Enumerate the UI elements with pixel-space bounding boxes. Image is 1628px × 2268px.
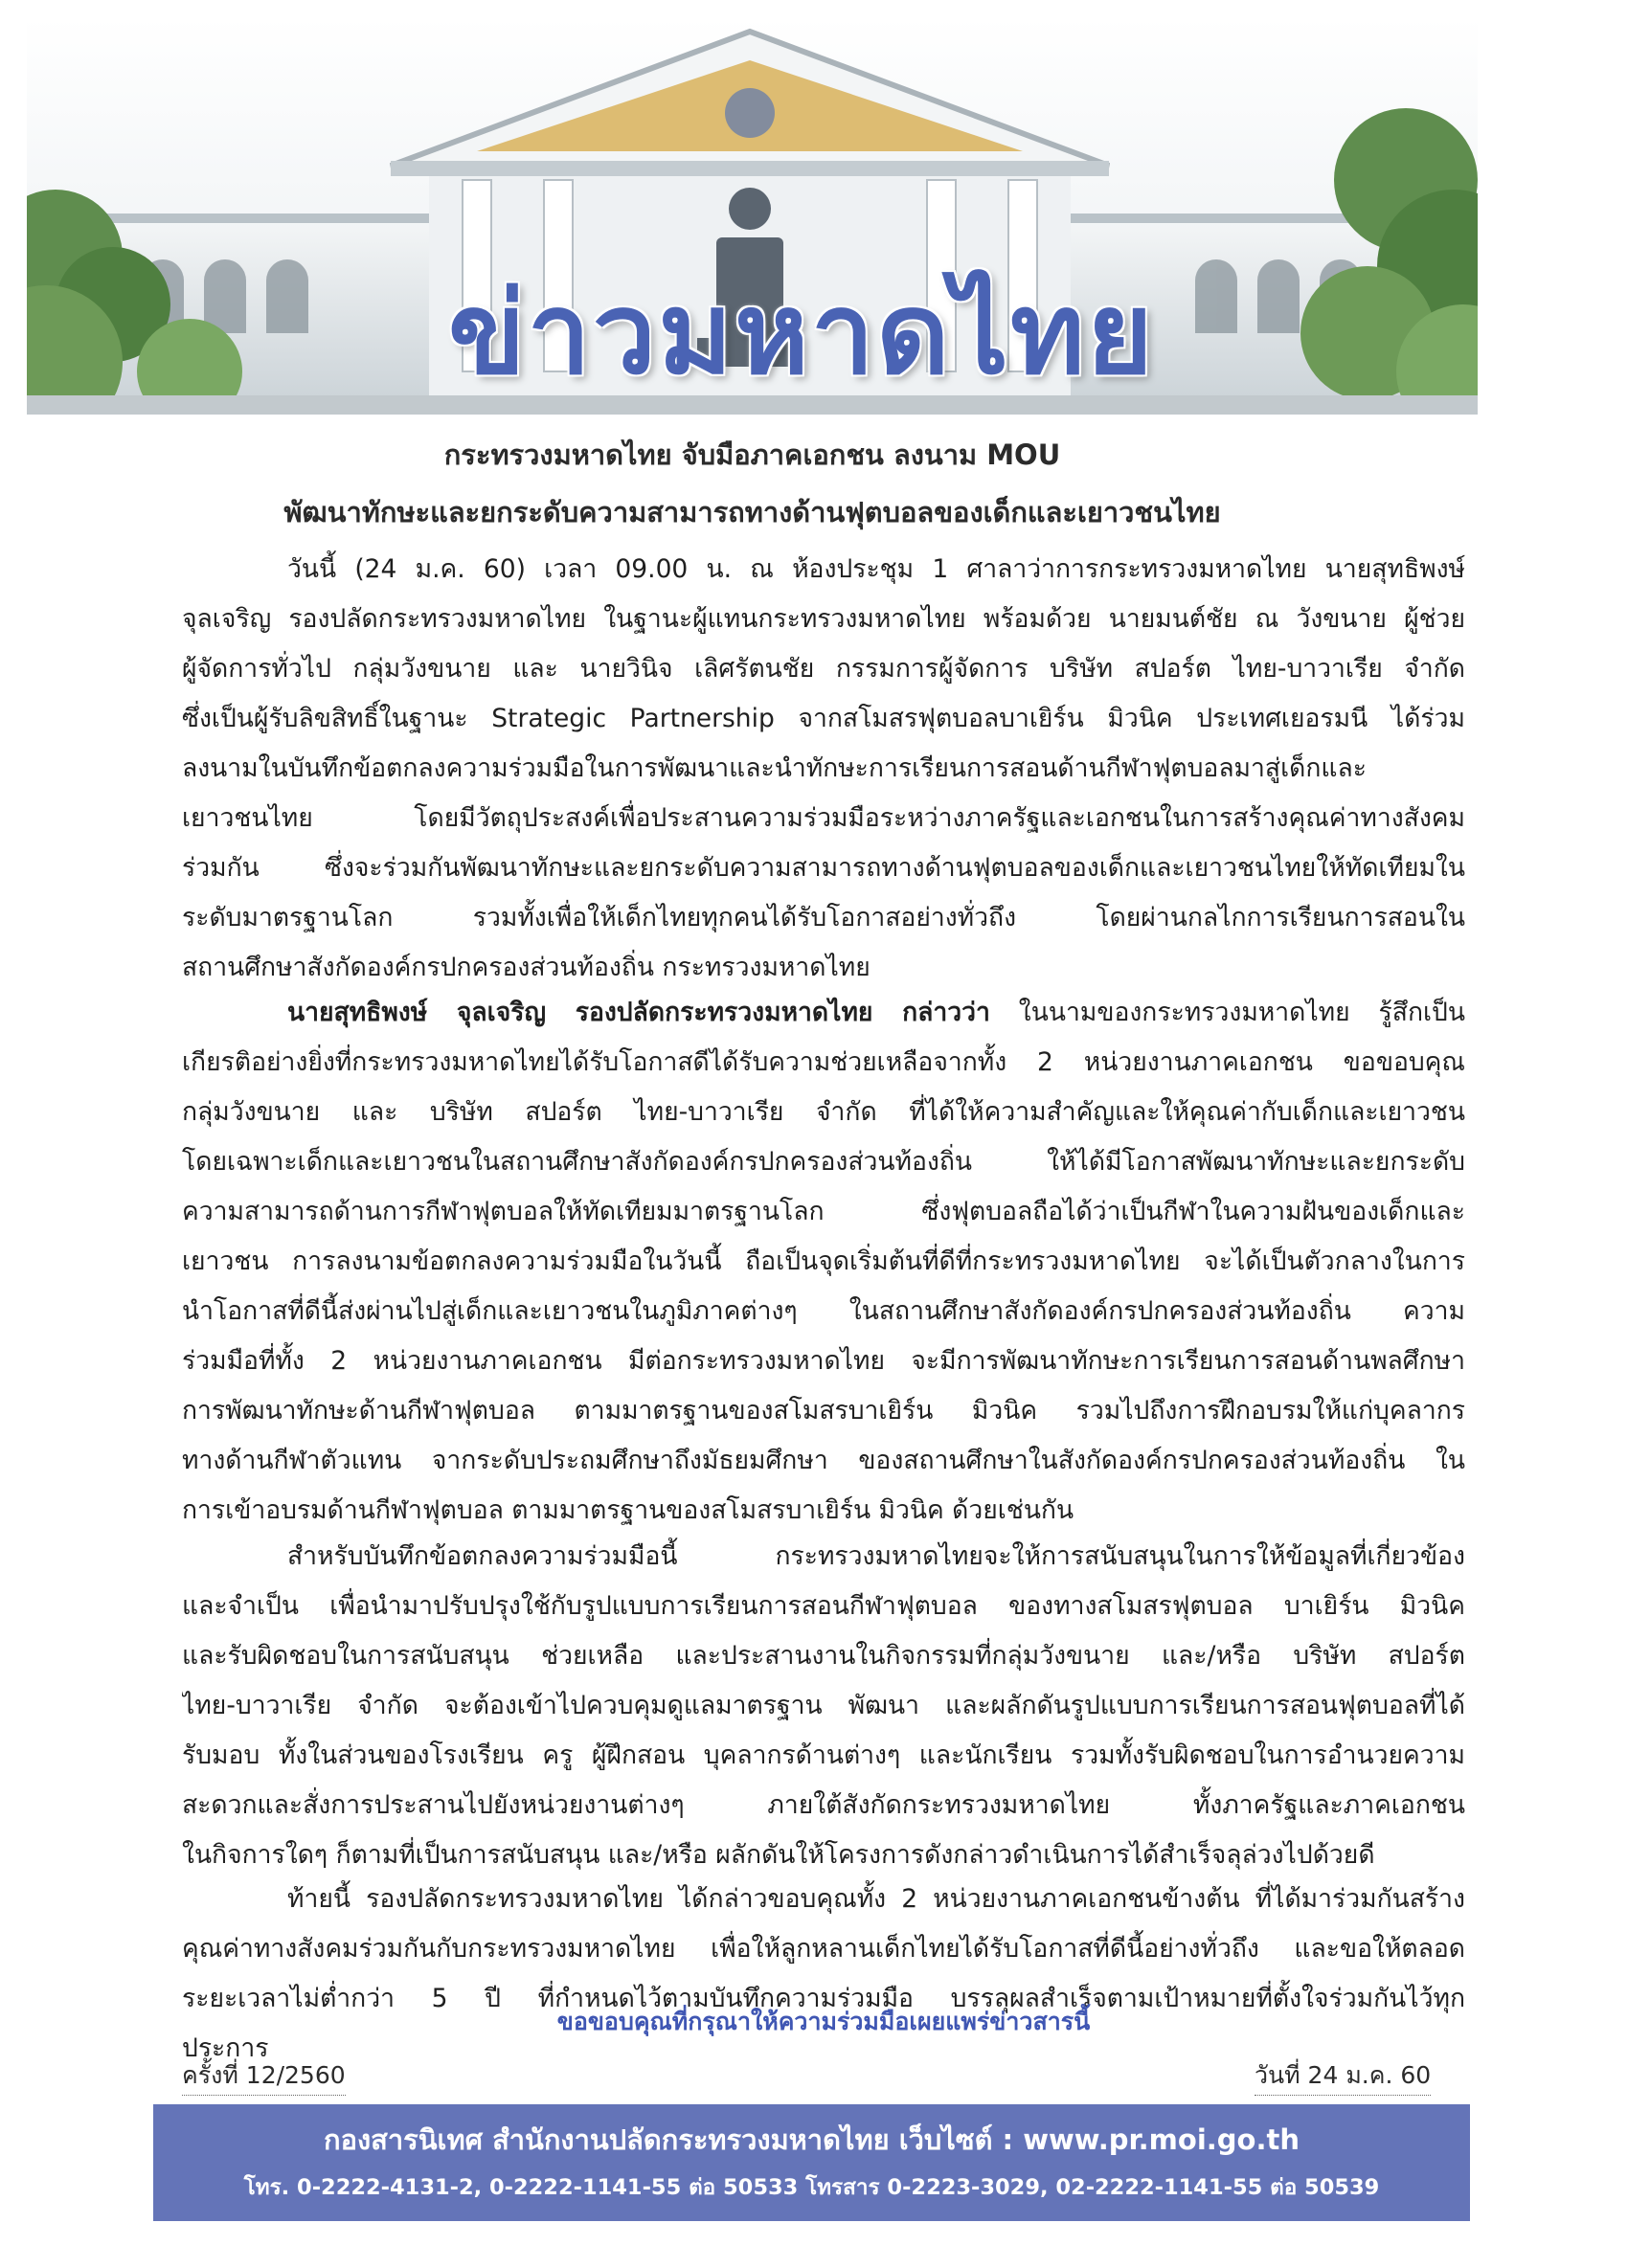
- text-line: ความสามารถด้านการกีฬาฟุตบอลให้ทัดเทียมมาตรฐานโลก ซึ่งฟุตบอลถือได้ว่าเป็นกีฬาในความฝันของเด็กและ: [182, 1197, 1465, 1226]
- text-line: [182, 988, 1465, 1038]
- thanks-note: ขอขอบคุณที่กรุณาให้ความร่วมมือเผยแพร่ข่าวสารนี้: [556, 2008, 1091, 2035]
- text-line: ในกิจการใดๆ ก็ตามที่เป็นการสนับสนุน และ/หรือ ผลักดันให้โครงการดังกล่าวดำเนินการได้สำเร็จลุล่วงไปด้วยดี: [182, 1840, 1375, 1870]
- issue-date: วันที่ 24 ม.ค. 60: [1255, 2056, 1431, 2096]
- issue-number: ครั้งที่ 12/2560: [182, 2056, 346, 2096]
- headline-line-2: พัฒนาทักษะและยกระดับความสามารถทางด้านฟุตบอลของเด็กและเยาวชนไทย: [283, 496, 1221, 528]
- text-line: เกียรติอย่างยิ่งที่กระทรวงมหาดไทยได้รับโอกาสดีได้รับความช่วยเหลือจากทั้ง 2 หน่วยงานภาคเอกชน ขอขอบคุณ: [182, 1047, 1465, 1077]
- text-line: สำหรับบันทึกข้อตกลงความร่วมมือนี้ กระทรวงมหาดไทยจะให้การสนับสนุนในการให้ข้อมูลที่เกี่ยวข้อง: [287, 1541, 1465, 1571]
- speaker-lead-rest: ในนามของกระทรวงมหาดไทย รู้สึกเป็น: [989, 998, 1465, 1027]
- speaker-lead: นายสุทธิพงษ์ จุลเจริญ รองปลัดกระทรวงมหาดไทย กล่าวว่า: [287, 998, 990, 1027]
- headline-line-1: กระทรวงมหาดไทย จับมือภาคเอกชน ลงนาม MOU: [443, 438, 1061, 471]
- text-line: การพัฒนาทักษะด้านกีฬาฟุตบอล ตามมาตรฐานของสโมสรบาเยิร์น มิวนิค รวมไปถึงการฝึกอบรมให้แก่บุคลากร: [182, 1396, 1465, 1426]
- text-line: ผู้จัดการทั่วไป กลุ่มวังขนาย และ นายวินิจ เลิศรัตนชัย กรรมการผู้จัดการ บริษัท สปอร์ต ไทย-บาวาเรีย จำกัด: [182, 654, 1465, 684]
- contact-phone-line: โทร. 0-2222-4131-2, 0-2222-1141-55 ต่อ 50533 โทรสาร 0-2223-3029, 02-2222-1141-55 ต่อ 50539: [243, 2175, 1380, 2200]
- text-line: นำโอกาสที่ดีนี้ส่งผ่านไปสู่เด็กและเยาวชนในภูมิภาคต่างๆ ในสถานศึกษาสังกัดองค์กรปกครองส่วนท้องถิ่น ความ: [182, 1296, 1465, 1326]
- text-line: สะดวกและสั่งการประสานไปยังหน่วยงานต่างๆ ภายใต้สังกัดกระทรวงมหาดไทย ทั้งภาครัฐและภาคเอกชน: [182, 1790, 1465, 1820]
- text-line: ลงนามในบันทึกข้อตกลงความร่วมมือในการพัฒนาและนำทักษะการเรียนการสอนด้านกีฬาฟุตบอลมาสู่เด็กและ: [182, 753, 1367, 783]
- text-line: ประการ: [182, 2033, 269, 2063]
- text-line: และรับผิดชอบในการสนับสนุน ช่วยเหลือ และประสานงานในกิจกรรมที่กลุ่มวังขนาย และ/หรือ บริษัท สปอร์ต: [182, 1641, 1465, 1671]
- text-line: ระยะเวลาไม่ต่ำกว่า 5 ปี ที่กำหนดไว้ตามบันทึกความร่วมมือ บรรลุผลสำเร็จตามเป้าหมายที่ตั้งใจร่วมกันไว้ทุก: [182, 1984, 1465, 2013]
- footer-contact-bar: [153, 2104, 1470, 2221]
- paragraph-2: [182, 988, 1465, 1536]
- masthead-title: ข่าวมหาดไทย: [448, 267, 1155, 399]
- text-line: โดยเฉพาะเด็กและเยาวชนในสถานศึกษาสังกัดองค์กรปกครองส่วนท้องถิ่น ให้ได้มีโอกาสพัฒนาทักษะและยกระดับ: [182, 1147, 1465, 1177]
- text-line: ร่วมกัน ซึ่งจะร่วมกันพัฒนาทักษะและยกระดับความสามารถทางด้านฟุตบอลของเด็กและเยาวชนไทยให้ทัดเทียมใน: [182, 853, 1465, 883]
- text-line: จุลเจริญ รองปลัดกระทรวงมหาดไทย ในฐานะผู้แทนกระทรวงมหาดไทย พร้อมด้วย นายมนต์ชัย ณ วังขนาย ผู้ช่วย: [182, 604, 1465, 634]
- text-line: ระดับมาตรฐานโลก รวมทั้งเพื่อให้เด็กไทยทุกคนได้รับโอกาสอย่างทั่วถึง โดยผ่านกลไกการเรียนการสอนใน: [182, 903, 1465, 932]
- text-line: คุณค่าทางสังคมร่วมกันกับกระทรวงมหาดไทย เพื่อให้ลูกหลานเด็กไทยได้รับโอกาสที่ดีนี้อย่างทั่วถึง และขอให้ตลอด: [182, 1934, 1465, 1964]
- text-line: เยาวชนไทย โดยมีวัตถุประสงค์เพื่อประสานความร่วมมือระหว่างภาครัฐและเอกชนในการสร้างคุณค่าทางสังคม: [182, 803, 1465, 833]
- office-website-line: กองสารนิเทศ สำนักงานปลัดกระทรวงมหาดไทย เว็บไซต์ : www.pr.moi.go.th: [324, 2123, 1300, 2156]
- paragraph-3: [182, 1532, 1465, 1880]
- text-line: ร่วมมือที่ทั้ง 2 หน่วยงานภาคเอกชน มีต่อกระทรวงมหาดไทย จะมีการพัฒนาทักษะการเรียนการสอนด้านพลศึกษา: [182, 1346, 1465, 1376]
- text-line: ซึ่งเป็นผู้รับลิขสิทธิ์ในฐานะ Strategic Partnership จากสโมสรฟุตบอลบาเยิร์น มิวนิค ประเทศเยอรมนี ได้ร่วม: [182, 704, 1465, 733]
- text-line: เยาวชน การลงนามข้อตกลงความร่วมมือในวันนี้ ถือเป็นจุดเริ่มต้นที่ดีที่กระทรวงมหาดไทย จะได้เป็นตัวกลางในการ: [182, 1246, 1465, 1276]
- text-line: ทางด้านกีฬาตัวแทน จากระดับประถมศึกษาถึงมัธยมศึกษา ของสถานศึกษาในสังกัดองค์กรปกครองส่วนท้องถิ่น ใน: [182, 1446, 1465, 1475]
- paragraph-1: [182, 545, 1465, 993]
- text-line: วันนี้ (24 ม.ค. 60) เวลา 09.00 น. ณ ห้องประชุม 1 ศาลาว่าการกระทรวงมหาดไทย นายสุทธิพงษ์: [287, 554, 1465, 584]
- header-banner: [27, 17, 1478, 415]
- text-line: ท้ายนี้ รองปลัดกระทรวงมหาดไทย ได้กล่าวขอบคุณทั้ง 2 หน่วยงานภาคเอกชนข้างต้น ที่ได้มาร่วมกันสร้าง: [287, 1884, 1465, 1914]
- paragraph-4: [182, 1875, 1465, 2074]
- text-line: และจำเป็น เพื่อนำมาปรับปรุงใช้กับรูปแบบการเรียนการสอนกีฬาฟุตบอล ของทางสโมสรฟุตบอล บาเยิร์น มิวนิค: [182, 1591, 1465, 1621]
- text-line: การเข้าอบรมด้านกีฬาฟุตบอล ตามมาตรฐานของสโมสรบาเยิร์น มิวนิค ด้วยเช่นกัน: [182, 1495, 1074, 1525]
- text-line: ไทย-บาวาเรีย จำกัด จะต้องเข้าไปควบคุมดูแลมาตรฐาน พัฒนา และผลักดันรูปแบบการเรียนการสอนฟุตบอลที่ได้: [182, 1691, 1465, 1720]
- text-line: สถานศึกษาสังกัดองค์กรปกครองส่วนท้องถิ่น กระทรวงมหาดไทย: [182, 953, 871, 982]
- text-line: กลุ่มวังขนาย และ บริษัท สปอร์ต ไทย-บาวาเรีย จำกัด ที่ได้ให้ความสำคัญและให้คุณค่ากับเด็กและเยาวชน: [182, 1097, 1465, 1127]
- text-line: รับมอบ ทั้งในส่วนของโรงเรียน ครู ผู้ฝึกสอน บุคลากรด้านต่างๆ และนักเรียน รวมทั้งรับผิดชอบในการอำนวยความ: [182, 1740, 1465, 1770]
